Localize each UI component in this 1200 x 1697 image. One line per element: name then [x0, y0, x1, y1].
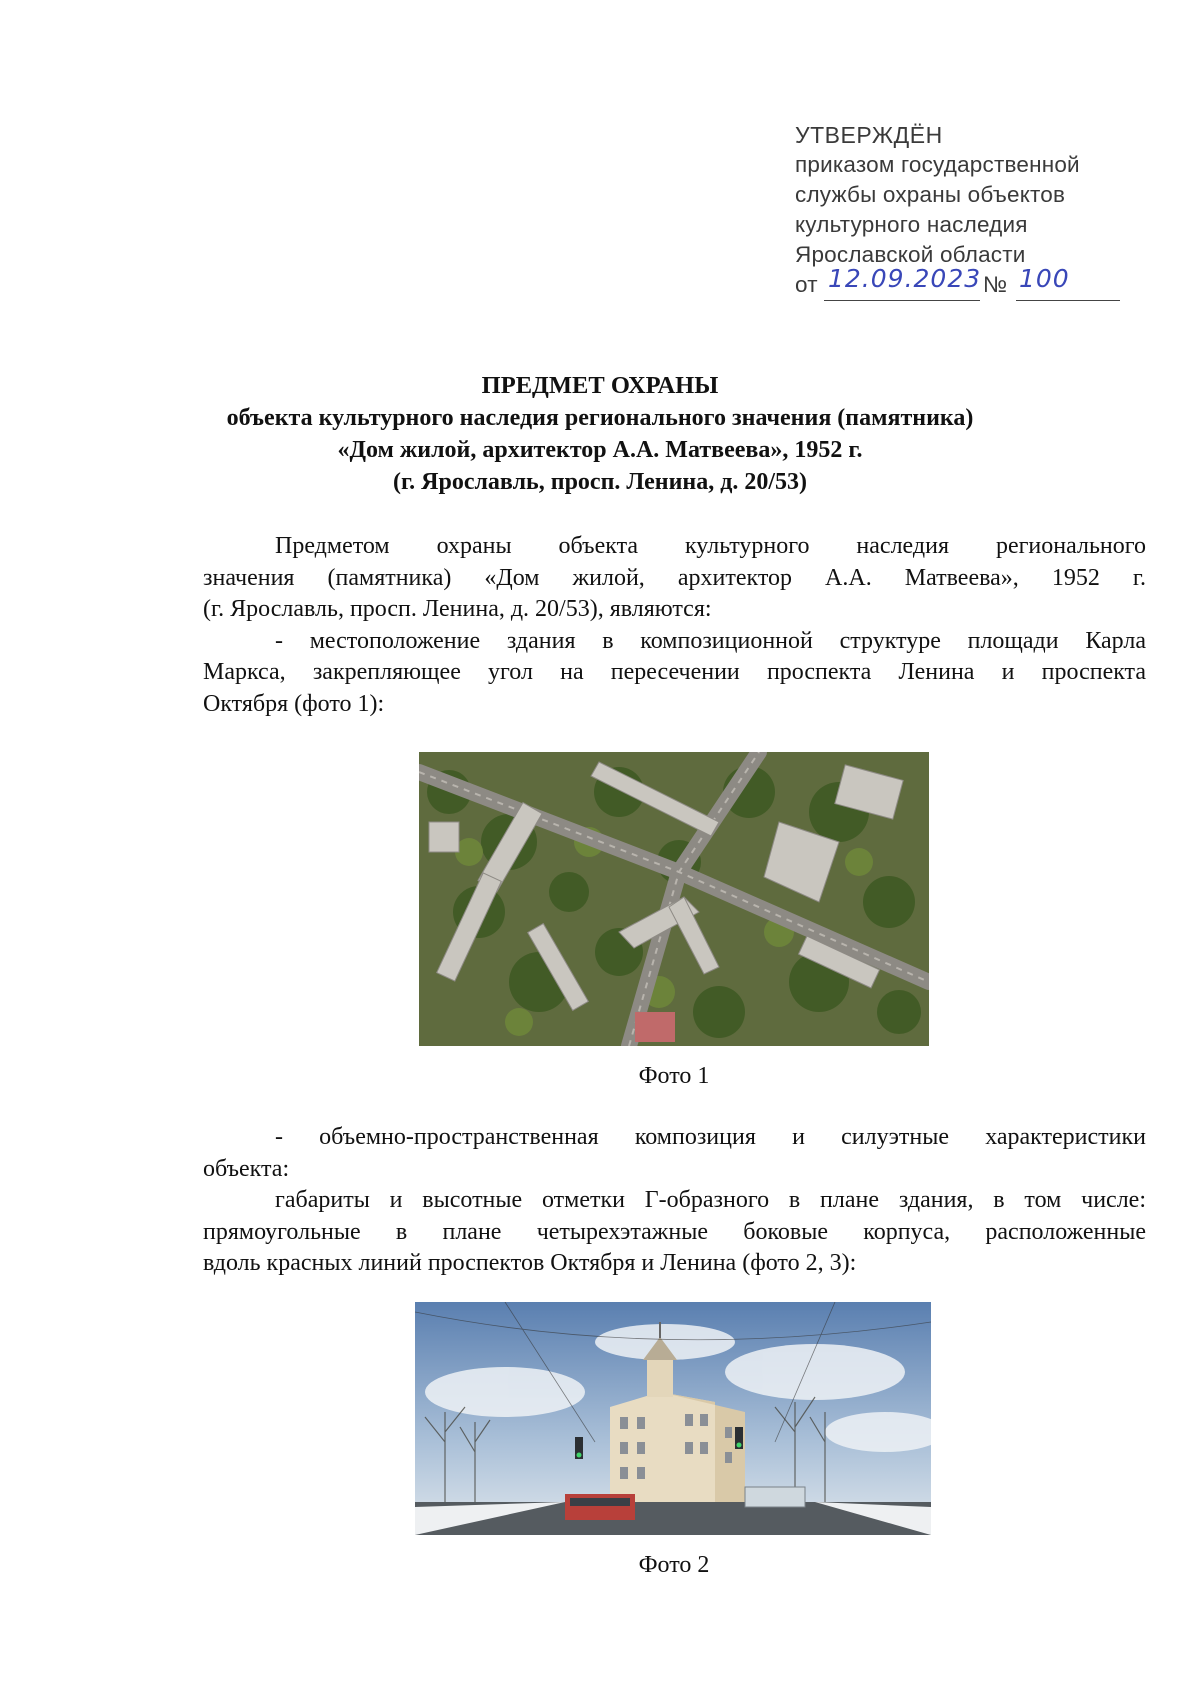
approval-stamp [795, 120, 1140, 304]
text-line: (г. Ярославль, просп. Ленина, д. 20/53), являются: [203, 596, 712, 622]
approval-line: Ярославской области [795, 242, 1026, 267]
title-line: ПРЕДМЕТ ОХРАНЫ [481, 372, 719, 399]
approval-number: 100 [1019, 264, 1070, 293]
approval-date: 12.09.2023 [828, 264, 982, 293]
text-line: вдоль красных линий проспектов Октября и Ленина (фото 2, 3): [203, 1250, 857, 1276]
approval-heading: УТВЕРЖДЁН [795, 122, 943, 148]
street-photo-image [415, 1302, 931, 1535]
date-underline [824, 300, 980, 301]
approval-line: культурного наследия [795, 212, 1028, 237]
number-label: № [983, 272, 1008, 297]
number-underline [1016, 300, 1120, 301]
aerial-photo-image [419, 752, 929, 1046]
photo-1-caption: Фото 1 [638, 1063, 710, 1089]
text-line: - местоположение здания в композиционной структуре площади Карла [275, 627, 1146, 654]
paragraph-intro [203, 531, 1146, 720]
text-line: значения (памятника) «Дом жилой, архитектор А.А. Матвеева», 1952 г. [203, 564, 1146, 591]
text-line: объекта: [203, 1155, 290, 1182]
photo-1-aerial-view [419, 752, 929, 1046]
approval-line: службы охраны объектов [795, 182, 1066, 207]
text-line: Предметом охраны объекта культурного наследия регионального [275, 533, 1146, 559]
text-line: прямоугольные в плане четырехэтажные боковые корпуса, расположенные [203, 1218, 1146, 1245]
text-line: габариты и высотные отметки Г-образного в плане здания, в том числе: [275, 1187, 1146, 1213]
title-line: объекта культурного наследия регионального значения (памятника) [226, 405, 974, 431]
document-title [150, 370, 1050, 498]
text-line: - объемно-пространственная композиция и силуэтные характеристики [275, 1124, 1146, 1150]
from-label: от [795, 272, 818, 297]
title-line: (г. Ярославль, просп. Ленина, д. 20/53) [392, 469, 808, 495]
text-line: Октября (фото 1): [203, 690, 385, 717]
approval-date-number-row [795, 264, 1140, 304]
photo-2-street-view [415, 1302, 931, 1535]
photo-2-caption: Фото 2 [638, 1552, 710, 1578]
approval-line: приказом государственной [795, 152, 1080, 177]
paragraph-composition [203, 1122, 1146, 1280]
text-line: Маркса, закрепляющее угол на пересечении проспекта Ленина и проспекта [203, 659, 1146, 685]
title-line: «Дом жилой, архитектор А.А. Матвеева», 1952 г. [337, 437, 863, 463]
